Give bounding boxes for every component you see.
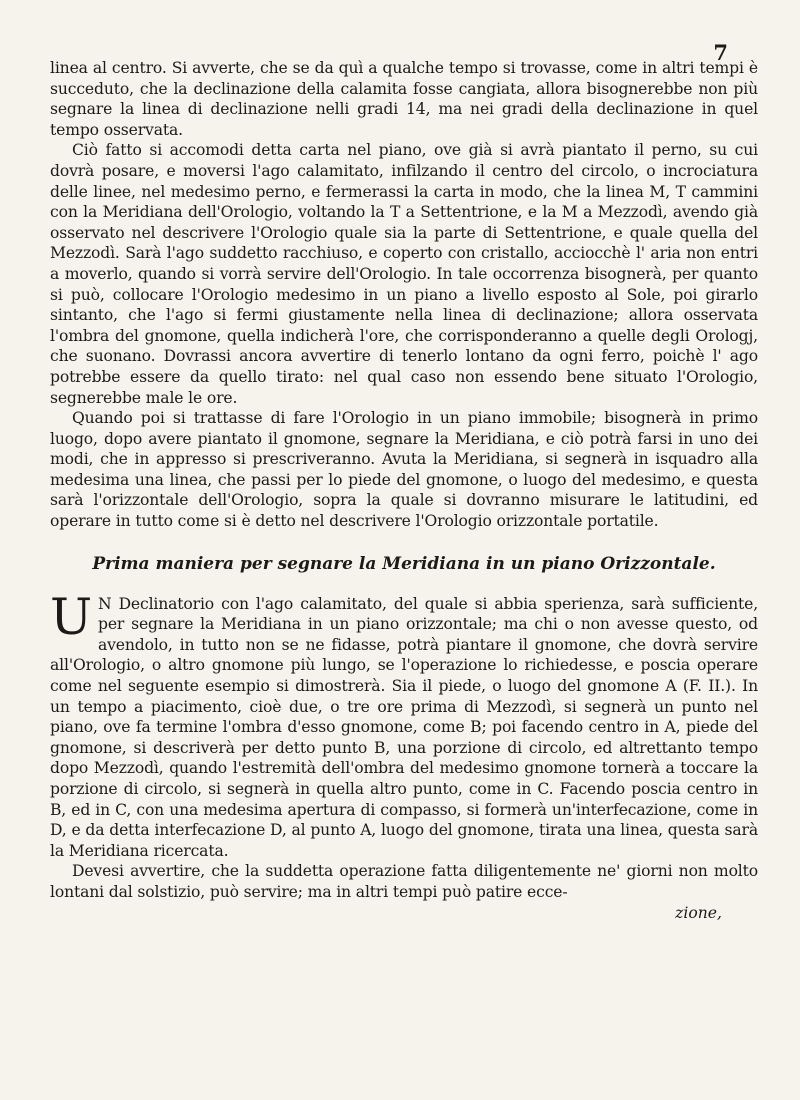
paragraph-2: Ciò fatto si accomodi detta carta nel piano, ove già si avrà piantato il perno, su cui dovrà posare, e moversi l'ago calamitato, infilzando il centro del circolo, o incrociatura delle linee, nel medesimo perno, e fermerassi la carta in modo, che la linea M, T cammini con la Meridiana dell'Orologio, voltando la T a Settentrione, e la M a Mezzodì, avendo già osservato nel descrivere l'Orologio quale sia la parte di Settentrione, e quale quella del Mezzodì. Sarà l'ago suddetto racchiuso, e coperto con cristallo, acciocchè l' aria non entri a moverlo, quando si vorrà servire dell'Orologio. In tale occorrenza bisognerà, per quanto si può, collocare l'Orologio medesimo in un piano a livello esposto al Sole, poi girarlo sintanto, che l'ago si fermi giustamente nella linea di declinazione; allora osservata l'ombra del gnomone, quella indicherà l'ore, che corrisponderanno a quelle degli Orologj, che suonano. Dovrassi ancora avvertire di tenerlo lontano da ogni ferro, poichè l' ago potrebbe essere da quello tirato: nel qual caso non essendo bene situato l'Orologio, segnerebbe male le ore. <box>50 141 758 407</box>
section-paragraph-2: Devesi avvertire, che la suddetta operazione fatta diligentemente ne' giorni non molto lontani dal solstizio, può servire; ma in altri tempi può patire ecce- <box>50 862 758 901</box>
paragraph-1: linea al centro. Si avverte, che se da quì a qualche tempo si trovasse, come in altri tempi è succeduto, che la declinazione della calamita fosse cangiata, allora bisognerebbe non più segnare la linea di declinazione nelli gradi 14, ma nei gradi della declinazione in quel tempo osservata. <box>50 59 758 139</box>
page-number: 7 <box>713 40 728 65</box>
paragraph-3: Quando poi si trattasse di fare l'Orologio in un piano immobile; bisognerà in primo luogo, dopo avere piantato il gnomone, segnare la Meridiana, e ciò potrà farsi in uno dei modi, che in appresso si prescriveranno. Avuta la Meridiana, si segnerà in isquadro alla medesima una linea, che passi per lo piede del gnomone, o luogo del medesimo, e questa sarà l'orizzontale dell'Orologio, sopra la quale si dovranno misurare le latitudini, ed operare in tutto come si è detto nel descrivere l'Orologio orizzontale portatile. <box>50 409 758 531</box>
section-heading: Prima maniera per segnare la Meridiana in un piano Orizzontale. <box>92 553 716 574</box>
section-paragraph-1-text: N Declinatorio con l'ago calamitato, del quale si abbia sperienza, sarà sufficiente, per segnare la Meridiana in un piano orizzontale; ma chi o non avesse questo, od avendolo, in tutto non se ne fidasse, potrà piantare il gnomone, che dovrà servire all'Orologio, o altro gnomone più lungo, se l'operazione lo richiedesse, e poscia operare come nel seguente esempio si dimostrerà. Sia il piede, o luogo del gnomone A (F. II.). In un tempo a piacimento, cioè due, o tre ore prima di Mezzodì, si segnerà un punto nel piano, ove fa termine l'ombra d'esso gnomone, come B; poi facendo centro in A, piede del gnomone, si descriverà per detto punto B, una porzione di circolo, ed altrettanto tempo dopo Mezzodì, quando l'estremità dell'ombra del medesimo gnomone tornerà a toccare la porzione di circolo, si segnerà in quella altro punto, come in C. Facendo poscia centro in B, ed in C, con una medesima apertura di compasso, si formerà un'interfecazione, come in D, e da detta interfecazione D, al punto A, luogo del gnomone, tirata una linea, questa sarà la Meridiana ricercata. <box>50 594 758 860</box>
drop-cap: U <box>50 587 92 646</box>
catchword: zione, <box>675 903 722 922</box>
section-paragraph-1 <box>50 587 758 862</box>
